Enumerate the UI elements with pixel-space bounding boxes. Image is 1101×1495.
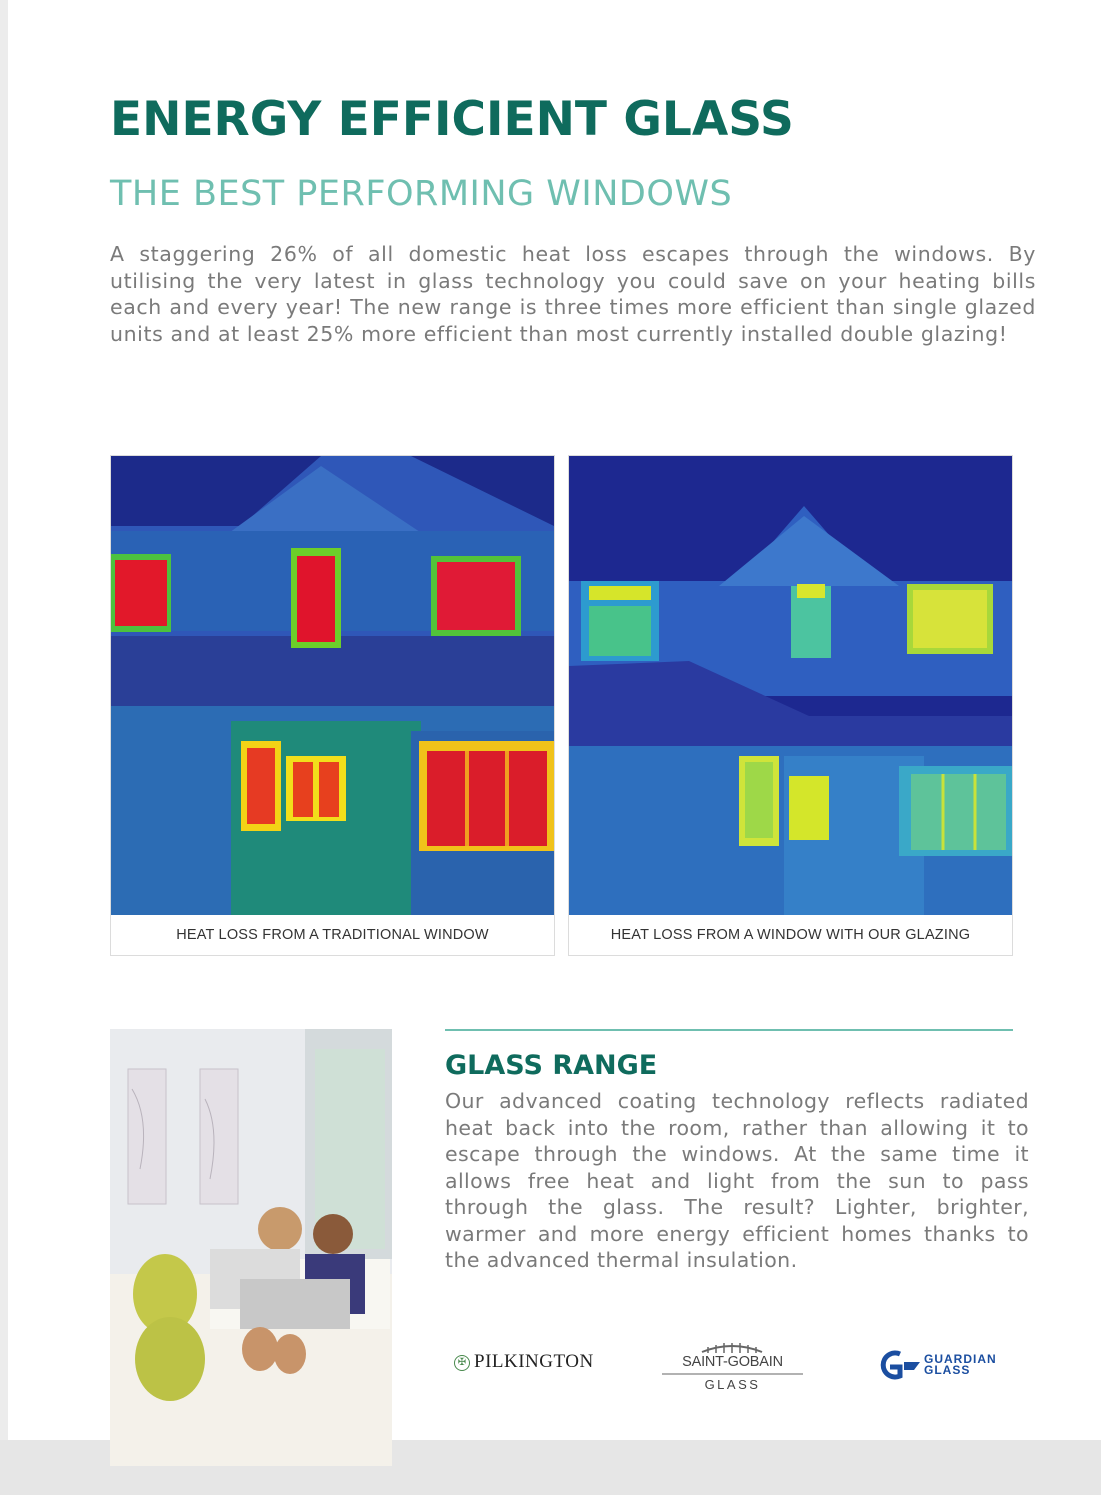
pilkington-emblem-icon: ✠ <box>454 1355 470 1371</box>
guardian-wordmark: GUARDIAN <box>924 1352 997 1366</box>
thermal-house-traditional-image <box>111 456 554 915</box>
couple-on-sofa-image <box>110 1029 392 1466</box>
couple-on-sofa-photo <box>110 1029 392 1466</box>
guardian-g-icon <box>870 1350 922 1380</box>
glass-range-paragraph: Our advanced coating technology reflects radiated heat back into the room, rather than allowing it to escape through the windows. At the same time it allows free heat and light from the sun to pass through the glass. The result? Lighter, brighter, warmer and more energy efficient homes thanks to the advanced thermal insulation. <box>445 1089 1029 1272</box>
pilkington-logo <box>448 1340 608 1396</box>
pilkington-wordmark: PILKINGTON <box>474 1351 594 1372</box>
section-divider <box>445 1029 1013 1031</box>
saint-gobain-wordmark: SAINT-GOBAIN <box>682 1354 783 1370</box>
page-title: ENERGY EFFICIENT GLASS <box>110 92 794 147</box>
guardian-glass-logo <box>870 1340 1020 1396</box>
thermal-image-our-glazing <box>568 455 1013 956</box>
saint-gobain-glass-wordmark: GLASS <box>704 1377 761 1392</box>
page-edge-strip <box>0 0 8 1495</box>
thermal-house-our-glazing-image <box>569 456 1012 915</box>
page-subtitle: THE BEST PERFORMING WINDOWS <box>110 174 733 214</box>
guardian-glass-wordmark: GLASS <box>924 1363 971 1377</box>
glass-range-title: GLASS RANGE <box>445 1050 658 1081</box>
thermal-image-traditional <box>110 455 555 956</box>
caption-our-glazing: HEAT LOSS FROM A WINDOW WITH OUR GLAZING <box>610 927 971 943</box>
saint-gobain-logo <box>660 1340 805 1396</box>
intro-paragraph: A staggering 26% of all domestic heat loss escapes through the windows. By utilising the very latest in glass technology you could save on your heating bills each and every year! The new range is three times more efficient than single glazed units and at least 25% more efficient than most currently installed double glazing! <box>110 242 1036 346</box>
caption-traditional: HEAT LOSS FROM A TRADITIONAL WINDOW <box>176 927 489 943</box>
